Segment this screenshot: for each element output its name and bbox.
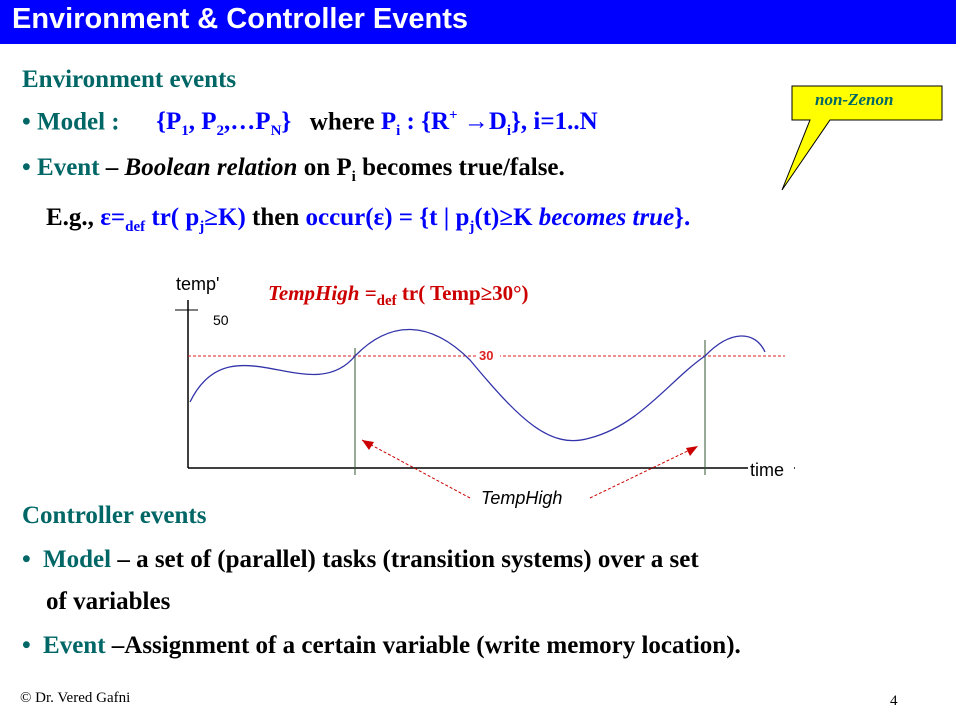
env-model-label: Model : bbox=[37, 108, 120, 136]
bullet: • bbox=[22, 154, 31, 181]
env-event-label: Event bbox=[37, 154, 100, 181]
bullet: • bbox=[22, 546, 31, 573]
env-example-line: E.g., $\varepsilon=_{def}$ tr( $p_j\ge K$) then occur(ε) = {t | $p_j(t)\ge K$ becomes true}. bbox=[46, 204, 691, 235]
temperature-curve bbox=[190, 329, 765, 440]
footer-author: © Dr. Vered Gafni bbox=[20, 690, 131, 706]
env-model-set: {$P_1$, $P_2,\dots P_N$} bbox=[156, 108, 292, 140]
ctrl-model-desc: a set of (parallel) tasks (transition systems) over a set bbox=[136, 546, 699, 573]
y-axis-label: temp' bbox=[176, 274, 220, 294]
page-number: 4 bbox=[890, 693, 898, 709]
env-event-line: • Event – Boolean relation on $P_i$ becomes true/false. bbox=[22, 154, 565, 185]
env-model-where: where bbox=[309, 108, 375, 136]
bullet: • bbox=[22, 632, 31, 659]
y-tick-label: 50 bbox=[213, 312, 229, 328]
x-axis-label: time bbox=[750, 460, 785, 480]
ctrl-event-desc: –Assignment of a certain variable (write memory location). bbox=[105, 632, 741, 659]
event-arrow-2-head bbox=[686, 446, 698, 456]
callout-text: non-Zenon bbox=[815, 90, 894, 109]
temphigh-formula: TempHigh $=_{def}$ tr( Temp≥30°) bbox=[268, 281, 529, 310]
bullet: • bbox=[22, 108, 31, 136]
ctrl-event-label: Event bbox=[43, 632, 106, 659]
ctrl-model-line: • Model – a set of (parallel) tasks (transition systems) over a set bbox=[22, 546, 699, 573]
title-bar bbox=[0, 0, 956, 44]
event-arrow-2 bbox=[590, 446, 698, 498]
ctrl-model-desc-cont: of variables bbox=[46, 588, 171, 615]
env-event-desc: Boolean relation bbox=[124, 154, 298, 181]
threshold-label: 30 bbox=[479, 348, 494, 363]
ctrl-model-label: Model bbox=[43, 546, 112, 573]
page-title: Environment & Controller Events bbox=[12, 3, 469, 35]
event-label: TempHigh bbox=[481, 488, 563, 508]
env-model-def: $P_i$ : $\{R^+ \to D_i\}$, i=1..N bbox=[380, 108, 598, 140]
ctrl-heading: Controller events bbox=[22, 502, 207, 529]
env-heading: Environment events bbox=[22, 66, 237, 93]
ctrl-event-line bbox=[22, 632, 741, 660]
event-arrow-1 bbox=[362, 440, 470, 498]
env-model-line bbox=[22, 108, 598, 140]
